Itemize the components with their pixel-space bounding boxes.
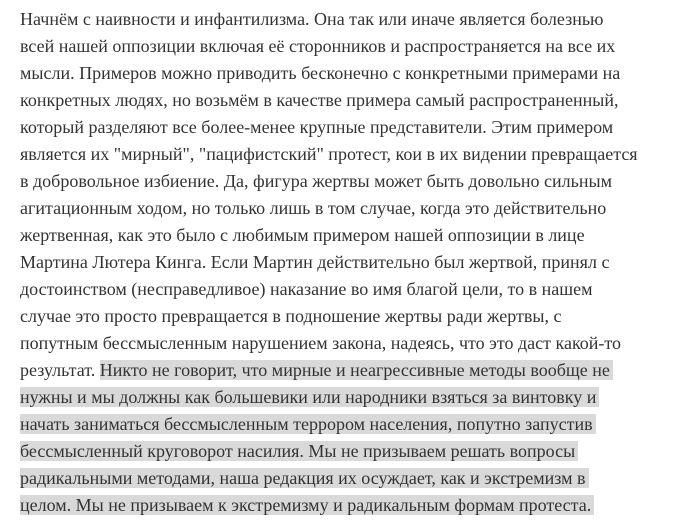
line-text: в добровольное избиение. Да, фигура жертвы может быть довольно сильным bbox=[20, 171, 612, 191]
text-line bbox=[20, 6, 603, 32]
line-text: жертвенная, как это было с любимым примером нашей оппозиции в лице bbox=[20, 225, 585, 245]
line-text: который разделяют все более-менее крупные представители. Этим примером bbox=[20, 117, 614, 137]
highlighted-text: Никто не говорит, что мирные и неагрессивные методы вообще не bbox=[100, 360, 613, 380]
line-text: случае это просто превращается в подношение жертвы ради жертвы, с bbox=[20, 306, 562, 326]
text-line bbox=[20, 222, 585, 248]
text-line bbox=[20, 330, 621, 356]
text-line bbox=[20, 384, 599, 410]
text-line bbox=[20, 141, 638, 167]
highlighted-text: бессмысленный круговорот насилия. Мы не призываем решать вопросы bbox=[20, 441, 578, 461]
text-line bbox=[20, 303, 561, 329]
text-line bbox=[20, 195, 606, 221]
line-text: является их "мирный", "пацифистский" протест, кои в их видении превращается bbox=[20, 144, 638, 164]
text-line bbox=[20, 492, 594, 518]
line-text: агитационным ходом, но только лишь в том случае, когда это действительно bbox=[20, 198, 607, 218]
text-line bbox=[20, 33, 615, 59]
text-line bbox=[20, 114, 613, 140]
line-text: всей нашей оппозиции включая её сторонников и распространяется на все их bbox=[20, 36, 616, 56]
line-text: мысли. Примеров можно приводить бесконечно с конкретными примерами на bbox=[20, 63, 621, 83]
text-line bbox=[20, 465, 589, 491]
text-line bbox=[20, 168, 612, 194]
text-line bbox=[20, 276, 593, 302]
text-line bbox=[20, 60, 620, 86]
line-text: достоинством (несправедливое) наказание во имя благой цели, то в нашем bbox=[20, 279, 593, 299]
highlighted-text: нужны и мы должны как большевики или народники взяться за винтовку и bbox=[20, 387, 599, 407]
highlighted-text: радикальными методами, наша редакция их осуждает, как и экстремизм в bbox=[20, 468, 589, 488]
line-text: результат. bbox=[20, 360, 100, 380]
text-line bbox=[20, 87, 619, 113]
line-text: конкретных людях, но возьмём в качестве примера самый распространенный, bbox=[20, 90, 619, 110]
highlighted-text: целом. Мы не призываем к экстремизму и радикальным формам протеста. bbox=[20, 495, 594, 515]
highlighted-text: начать заниматься бессмысленным террором населения, попутно запустив bbox=[20, 414, 596, 434]
text-line bbox=[20, 357, 613, 383]
text-line bbox=[20, 411, 596, 437]
text-line bbox=[20, 438, 578, 464]
text-line bbox=[20, 249, 609, 275]
line-text: попутным бессмысленным нарушением закона, надеясь, что это даст какой-то bbox=[20, 333, 622, 353]
line-text: Начнём с наивности и инфантилизма. Она так или иначе является болезнью bbox=[20, 9, 604, 29]
line-text: Мартина Лютера Кинга. Если Мартин действительно был жертвой, принял с bbox=[20, 252, 610, 272]
